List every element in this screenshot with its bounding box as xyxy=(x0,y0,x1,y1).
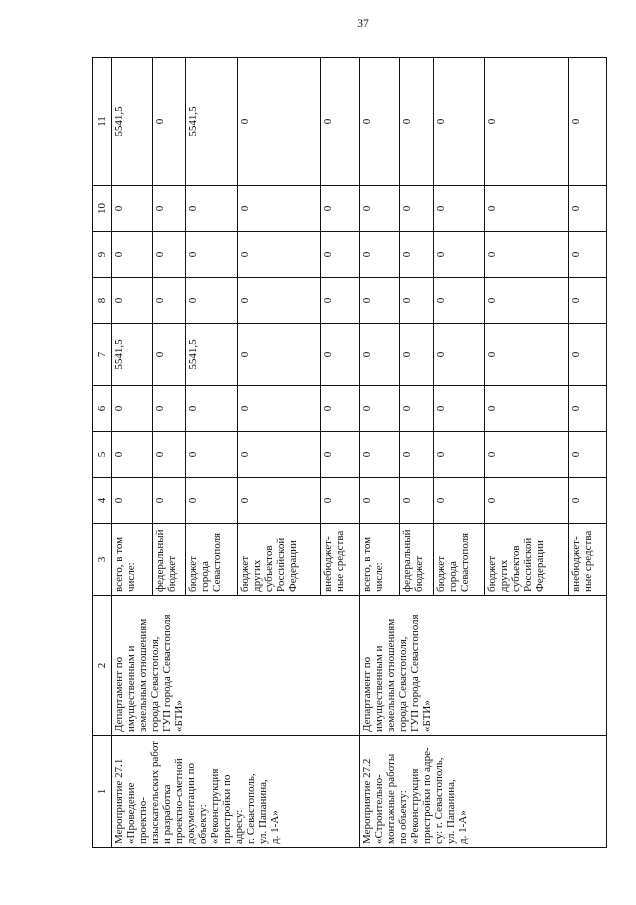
funding-source-cell: федеральный бюджет xyxy=(152,524,186,596)
value-cell: 0 xyxy=(433,478,485,524)
table-body xyxy=(93,58,607,848)
measure-name-cell: Мероприятие 27.2 «Строительно- монтажные работы по объекту: «Реконструкция пристройки по адре- су: г. Севастополь, ул. Папанина, д. 1-А» xyxy=(359,736,606,848)
value-cell: 0 xyxy=(400,324,434,386)
value-cell: 0 xyxy=(400,432,434,478)
value-cell: 0 xyxy=(433,278,485,324)
value-cell: 0 xyxy=(112,232,152,278)
value-cell: 0 xyxy=(112,186,152,232)
value-cell: 0 xyxy=(400,278,434,324)
value-cell: 0 xyxy=(359,58,399,186)
value-cell: 0 xyxy=(433,386,485,432)
value-cell: 0 xyxy=(568,324,606,386)
page-number: 37 xyxy=(357,18,369,30)
value-cell: 0 xyxy=(359,432,399,478)
value-cell: 0 xyxy=(568,232,606,278)
funding-source-cell: всего, в том числе: xyxy=(359,524,399,596)
value-cell: 0 xyxy=(152,58,186,186)
value-cell: 5541,5 xyxy=(112,324,152,386)
value-cell: 0 xyxy=(238,58,321,186)
value-cell: 0 xyxy=(568,278,606,324)
value-cell: 0 xyxy=(152,278,186,324)
funding-source-cell: внебюджет- ные средства xyxy=(321,524,359,596)
value-cell: 0 xyxy=(433,232,485,278)
col-header-11: 11 xyxy=(93,58,112,186)
value-cell: 0 xyxy=(359,278,399,324)
value-cell: 0 xyxy=(359,324,399,386)
value-cell: 0 xyxy=(152,232,186,278)
value-cell: 0 xyxy=(186,232,238,278)
value-cell: 0 xyxy=(568,432,606,478)
value-cell: 0 xyxy=(238,432,321,478)
budget-table xyxy=(92,57,607,848)
value-cell: 0 xyxy=(321,232,359,278)
col-header-2: 2 xyxy=(93,596,112,736)
value-cell: 0 xyxy=(186,478,238,524)
value-cell: 0 xyxy=(186,432,238,478)
value-cell: 0 xyxy=(186,186,238,232)
value-cell: 0 xyxy=(321,432,359,478)
value-cell: 0 xyxy=(400,478,434,524)
value-cell: 0 xyxy=(152,432,186,478)
value-cell: 0 xyxy=(112,432,152,478)
value-cell: 0 xyxy=(485,186,568,232)
value-cell: 0 xyxy=(400,232,434,278)
value-cell: 0 xyxy=(321,324,359,386)
value-cell: 0 xyxy=(112,478,152,524)
value-cell: 0 xyxy=(485,232,568,278)
value-cell: 5541,5 xyxy=(186,58,238,186)
funding-source-cell: бюджет других субъектов Российской Федерации xyxy=(485,524,568,596)
funding-source-cell: всего, в том числе: xyxy=(112,524,152,596)
value-cell: 0 xyxy=(238,324,321,386)
value-cell: 0 xyxy=(321,386,359,432)
value-cell: 0 xyxy=(359,186,399,232)
value-cell: 5541,5 xyxy=(112,58,152,186)
value-cell: 5541,5 xyxy=(186,324,238,386)
value-cell: 0 xyxy=(568,58,606,186)
value-cell: 0 xyxy=(568,478,606,524)
funding-source-cell: бюджет города Севастополя xyxy=(433,524,485,596)
value-cell: 0 xyxy=(152,386,186,432)
value-cell: 0 xyxy=(238,278,321,324)
value-cell: 0 xyxy=(485,386,568,432)
value-cell: 0 xyxy=(485,432,568,478)
value-cell: 0 xyxy=(321,278,359,324)
value-cell: 0 xyxy=(321,186,359,232)
table-row xyxy=(112,58,152,848)
value-cell: 0 xyxy=(359,232,399,278)
executor-cell: Департамент по имущественным и земельным отношениям города Севастополя, ГУП города Севастополя «БТИ» xyxy=(359,596,606,736)
col-header-10: 10 xyxy=(93,186,112,232)
value-cell: 0 xyxy=(568,386,606,432)
funding-source-cell: федеральный бюджет xyxy=(400,524,434,596)
value-cell: 0 xyxy=(568,186,606,232)
rotated-table-container xyxy=(92,58,607,848)
col-header-7: 7 xyxy=(93,324,112,386)
col-header-6: 6 xyxy=(93,386,112,432)
table-row xyxy=(359,58,399,848)
value-cell: 0 xyxy=(238,232,321,278)
value-cell: 0 xyxy=(433,186,485,232)
value-cell: 0 xyxy=(152,324,186,386)
col-header-4: 4 xyxy=(93,478,112,524)
value-cell: 0 xyxy=(400,386,434,432)
value-cell: 0 xyxy=(238,386,321,432)
value-cell: 0 xyxy=(186,386,238,432)
value-cell: 0 xyxy=(400,186,434,232)
value-cell: 0 xyxy=(359,386,399,432)
col-header-1: 1 xyxy=(93,736,112,848)
value-cell: 0 xyxy=(485,58,568,186)
value-cell: 0 xyxy=(321,478,359,524)
executor-cell: Департамент по имущественным и земельным отношениям города Севастополя, ГУП города Севастополя «БТИ» xyxy=(112,596,359,736)
col-header-8: 8 xyxy=(93,278,112,324)
value-cell: 0 xyxy=(485,278,568,324)
funding-source-cell: бюджет других субъектов Российской Федерации xyxy=(238,524,321,596)
value-cell: 0 xyxy=(152,478,186,524)
value-cell: 0 xyxy=(400,58,434,186)
value-cell: 0 xyxy=(186,278,238,324)
value-cell: 0 xyxy=(485,324,568,386)
value-cell: 0 xyxy=(433,432,485,478)
value-cell: 0 xyxy=(359,478,399,524)
col-header-9: 9 xyxy=(93,232,112,278)
value-cell: 0 xyxy=(112,386,152,432)
col-header-3: 3 xyxy=(93,524,112,596)
value-cell: 0 xyxy=(433,324,485,386)
measure-name-cell: Мероприятие 27.1 «Проведение проектно- изыскательских работ и разработка проектно-сметной документации по объекту: «Реконструкция пристройки по адресу: г. Севастополь, ул. Папанина, д. 1-А» xyxy=(112,736,359,848)
value-cell: 0 xyxy=(238,478,321,524)
value-cell: 0 xyxy=(112,278,152,324)
value-cell: 0 xyxy=(485,478,568,524)
value-cell: 0 xyxy=(152,186,186,232)
value-cell: 0 xyxy=(321,58,359,186)
value-cell: 0 xyxy=(433,58,485,186)
funding-source-cell: бюджет города Севастополя xyxy=(186,524,238,596)
funding-source-cell: внебюджет- ные средства xyxy=(568,524,606,596)
value-cell: 0 xyxy=(238,186,321,232)
header-row xyxy=(93,58,112,848)
col-header-5: 5 xyxy=(93,432,112,478)
